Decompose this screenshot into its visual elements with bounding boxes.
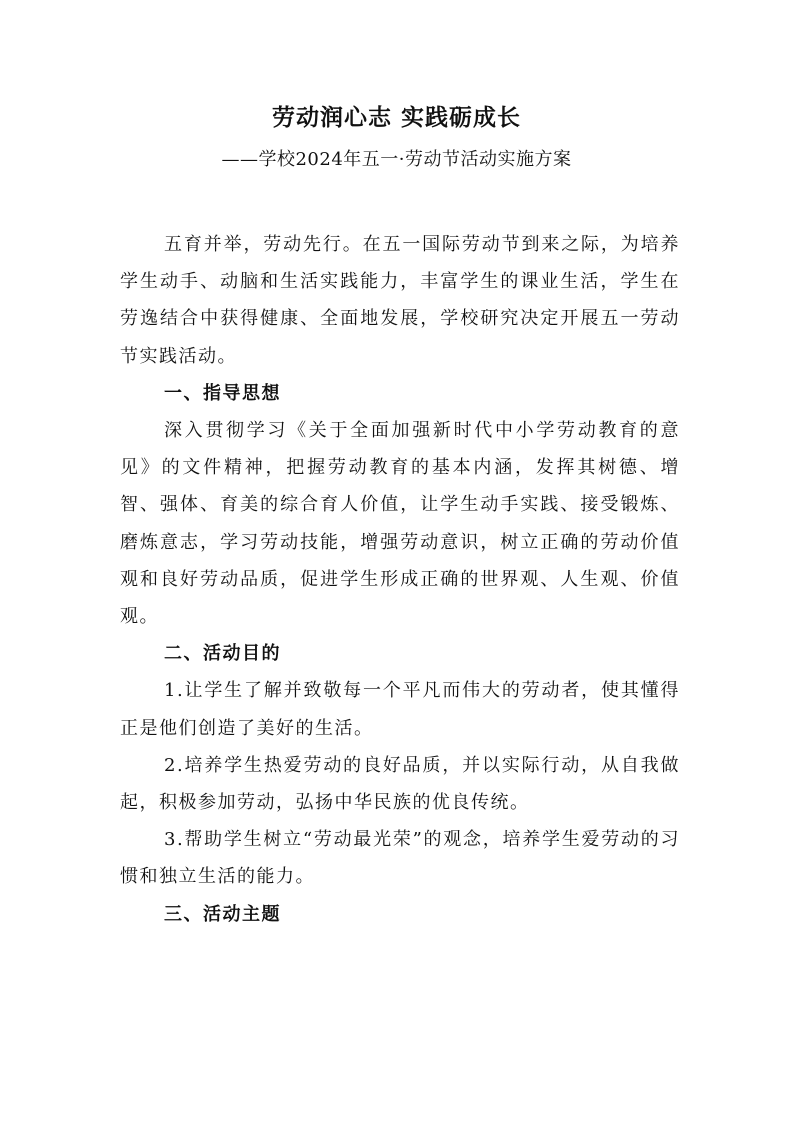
document-body [120, 226, 680, 933]
section-heading-guiding-thought: 一、指导思想 [164, 382, 281, 404]
purpose-item-1: 1.让学生了解并致敬每一个平凡而伟大的劳动者，使其懂得正是他们创造了美好的生活。 [120, 680, 680, 739]
section-heading-activity-theme: 三、活动主题 [164, 903, 281, 925]
document-subtitle: ——学校2024年五一·劳动节活动实施方案 [221, 149, 572, 170]
document-title: 劳动润心志 实践砺成长 [271, 105, 521, 131]
guiding-thought-paragraph: 深入贯彻学习《关于全面加强新时代中小学劳动教育的意见》的文件精神，把握劳动教育的基本内涵，发挥其树德、增智、强体、育美的综合育人价值，让学生动手实践、接受锻炼、磨炼意志，学习劳动技能，增强劳动意识，树立正确的劳动价值观和良好劳动品质，促进学生形成正确的世界观、人生观、价值观。 [120, 420, 680, 628]
purpose-item-2: 2.培养学生热爱劳动的良好品质，并以实际行动，从自我做起，积极参加劳动，弘扬中华民族的优良传统。 [120, 754, 680, 814]
purpose-item-3: 3.帮助学生树立“劳动最光荣”的观念，培养学生爱劳动的习惯和独立生活的能力。 [120, 829, 680, 888]
section-heading-activity-purpose: 二、活动目的 [164, 643, 281, 665]
intro-paragraph: 五育并举，劳动先行。在五一国际劳动节到来之际，为培养学生动手、动脑和生活实践能力，丰富学生的课业生活，学生在劳逸结合中获得健康、全面地发展，学校研究决定开展五一劳动节实践活动。 [120, 234, 680, 367]
